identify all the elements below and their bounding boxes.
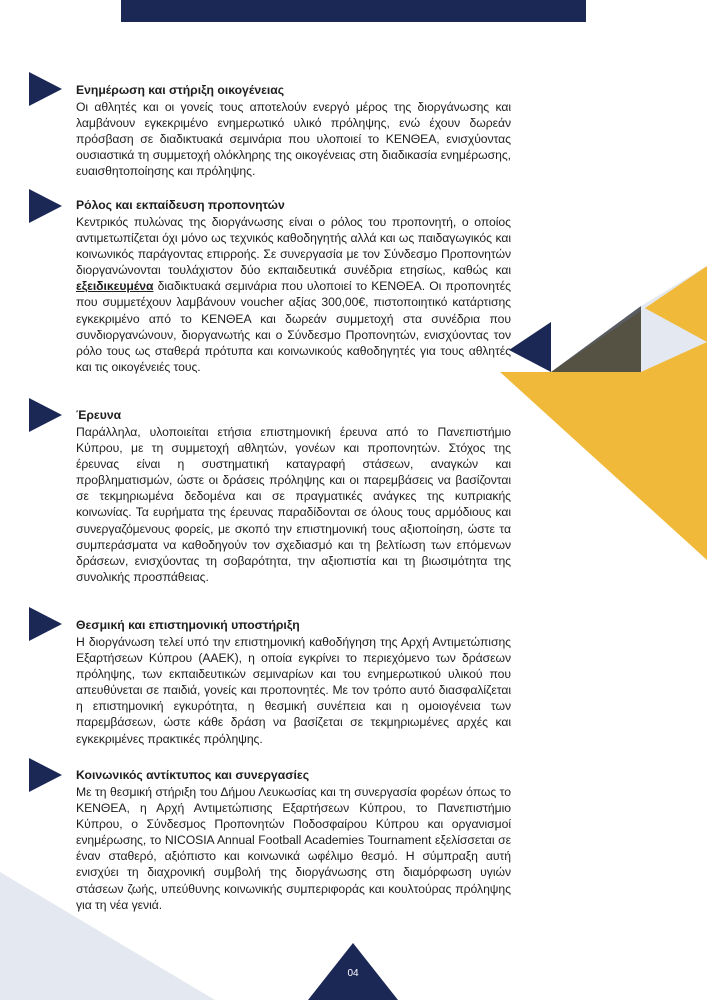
section-body: Οι αθλητές και οι γονείς τους αποτελούν ενεργό μέρος της διοργάνωσης και λαμβάνουν εγκεκριμένο ενημερωτικό υλικό πρόληψης, ενώ έχουν δωρεάν πρόσβαση σε διαδικτυακά σεμινάρια που υλοποιεί το ΚΕΝΘΕΑ, ενισχύοντας ουσιαστικά τη συμμετοχή ολόκληρης της οικογένειας στη διαδικασία ενημέρωσης, ευαισθητοποίησης και πρόληψης.: [76, 100, 511, 179]
section-family-support: [76, 82, 511, 179]
section-social-impact: [76, 767, 511, 913]
navy-triangle-right: [509, 322, 551, 372]
bullet-arrow-icon-5: [29, 758, 62, 792]
page-number: 04: [347, 968, 359, 979]
section-body: Παράλληλα, υλοποιείται ετήσια επιστημονική έρευνα από το Πανεπιστήμιο Κύπρου, με τη συμμετοχή αθλητών, γονέων και προπονητών. Στόχος της έρευνας είναι η συστηματική καταγραφή στάσεων, αναγκών και προβληματισμών, ώστε οι δράσεις πρόληψης και οι παρεμβάσεις να βασίζονται σε τεκμηριωμένα δεδομένα και σε πραγματικές ανάγκες της κυπριακής κοινωνίας. Τα ευρήματα της έρευνας παραδίδονται σε όλους τους αρμόδιους και συνεργαζόμενους φορείς, με σκοπό την επιστημονική τους αξιοποίηση, ώστε τα συμπεράσματα να καθοδηγούν τον σχεδιασμό και τη βελτίωση των επόμενων δράσεων, ενισχύοντας τη σοβαρότητα, την αξιοπιστία και τη βιωσιμότητα της συνολικής προσπάθειας.: [76, 425, 511, 584]
section-institutional-support: [76, 617, 511, 747]
section-body-end: διαδικτυακά σεμινάρια που υλοποιεί το ΚΕΝΘΕΑ. Οι προπονητές που συμμετέχουν λαμβάνουν voucher αξίας 300,00€, πιστοποιητικό κατάρτισης εγκεκριμένο από το ΚΕΝΘΕΑ και δωρεάν συμμετοχή στα συνέδρια που συνδιοργανώνουν, διοργανωτής και ο Σύνδεσμο Προπονητών, ενισχύοντας τον ρόλο τους ως σταθερά πρότυπα και κοινωνικούς καθοδηγητές για τους αθλητές και τις οικογένειές τους.: [76, 279, 511, 374]
section-title: Ρόλος και εκπαίδευση προπονητών: [76, 198, 285, 212]
section-research: [76, 407, 511, 585]
bullet-arrow-icon-1: [29, 72, 62, 106]
section-title: Ενημέρωση και στήριξη οικογένειας: [76, 83, 285, 97]
section-body: Με τη θεσμική στήριξη του Δήμου Λευκωσίας και τη συνεργασία φορέων όπως το ΚΕΝΘΕΑ, η Αρχή Αντιμετώπισης Εξαρτήσεων Κύπρου, το Πανεπιστήμιο Κύπρου, ο Σύνδεσμος Προπονητών Ποδοσφαίρου Κύπρου και οργανισμοί ενημέρωσης, το NICOSIA Annual Football Academies Tournament εξελίσσεται σε έναν σταθερό, αξιόπιστο και κοινωνικά ωφέλιμο θεσμό. Η σύμπραξη αυτή ενισχύει τη διαχρονική συμβολή της διοργάνωσης στη διαμόρφωση υγιών στάσεων ζωής, υπεύθυνης κοινωνικής συμπεριφοράς και κουλτούρας πρόληψης για τη νέα γενιά.: [76, 785, 511, 912]
bullet-arrow-icon-3: [29, 398, 62, 432]
section-body-start: Κεντρικός πυλώνας της διοργάνωσης είναι ο ρόλος του προπονητή, ο οποίος αντιμετωπίζεται όχι μόνο ως τεχνικός καθοδηγητής αλλά και ως παιδαγωγικός και κοινωνικός παράγοντας επιρροής. Σε συνεργασία με τον Σύνδεσμο Προπονητών διοργανώνονται τουλάχιστον δύο εκπαιδευτικά συνέδρια ετησίως, καθώς και: [76, 215, 511, 278]
section-coach-training: [76, 197, 511, 375]
section-title: Κοινωνικός αντίκτυπος και συνεργασίες: [76, 768, 310, 782]
section-title: Θεσμική και επιστημονική υποστήριξη: [76, 618, 300, 632]
section-body: [76, 214, 511, 375]
bullet-arrow-icon-4: [29, 607, 62, 641]
section-title: Έρευνα: [76, 408, 122, 422]
section-body: Η διοργάνωση τελεί υπό την επιστημονική καθοδήγηση της Αρχή Αντιμετώπισης Εξαρτήσεων Κύπρου (ΑΑΕΚ), η οποία εγκρίνει το περιεχόμενο των δράσεων πρόληψης, των εκπαιδευτικών σεμιναρίων και του ενημερωτικού υλικού που απευθύνεται σε παιδιά, γονείς και προπονητές. Με τον τρόπο αυτό διασφαλίζεται η επιστημονική εγκυρότητα, η θεσμική συνέπεια και η ομοιογένεια των παρεμβάσεων, ώστε κάθε δράση να βασίζεται σε τεκμηριωμένες αρχές και εγκεκριμένες πρακτικές πρόληψης.: [76, 635, 511, 746]
emphasized-word: εξειδικευμένα: [76, 279, 154, 294]
top-header-bar: [121, 0, 586, 22]
bullet-arrow-icon-2: [29, 189, 62, 223]
